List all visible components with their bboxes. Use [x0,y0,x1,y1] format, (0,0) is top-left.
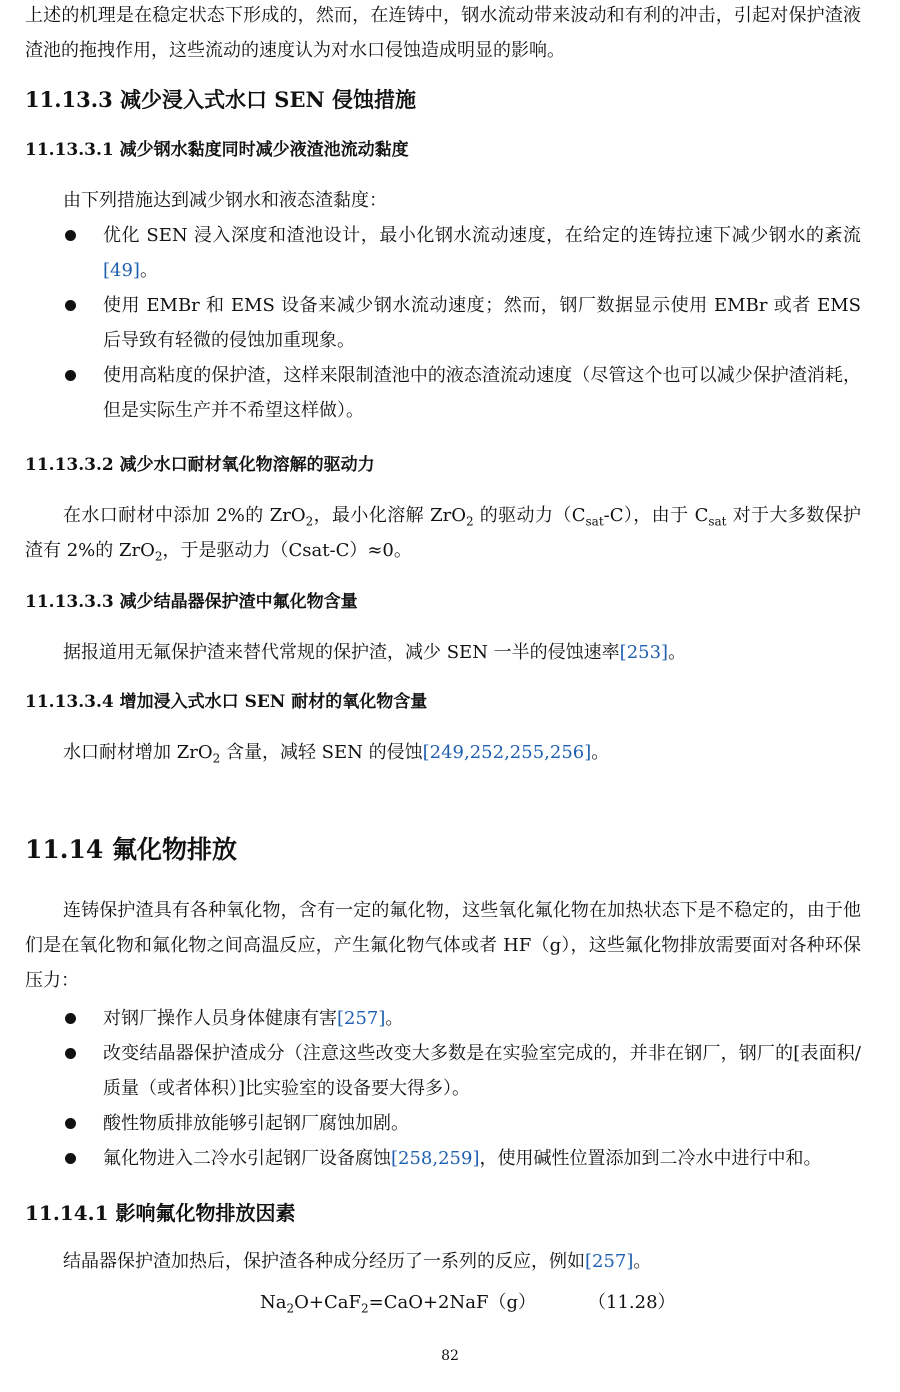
citation-link[interactable]: [253] [619,642,669,663]
bullet-icon [65,230,76,241]
page-number: 82 [441,1348,459,1364]
section-heading-11-13-3-1: 11.13.3.1 减少钢水黏度同时减少液渣池流动黏度 [25,140,409,160]
bullet-list-viscosity [25,218,861,428]
citation-link[interactable]: [257] [337,1008,386,1029]
section-heading-11-13-3: 11.13.3 减少浸入式水口 SEN 侵蚀措施 [25,87,416,112]
equation-11-28 [260,1288,680,1318]
section-heading-11-13-3-2: 11.13.3.2 减少水口耐材氧化物溶解的驱动力 [25,455,375,475]
paragraph-zro2: 在水口耐材中添加 2%的 ZrO$_2$，最小化溶解 ZrO$_2$ 的驱动力$(C_{sat}-C)$，由于 $C_{sat}$ 对于大多数保护渣有 2%的 ZrO$_2$，于是驱动力（Csat-C）≈0。 [25,505,861,564]
paragraph-fluoride-emission: 连铸保护渣具有各种氧化物，含有一定的氟化物，这些氧化氟化物在加热状态下是不稳定的，由于他们是在氧化物和氟化物之间高温反应，产生氟化物气体或者 HF（g），这些氟化物排放需要面对各种环保压力： [25,900,861,991]
list-item: 优化 SEN 浸入深度和渣池设计，最小化钢水流动速度，在给定的连铸拉速下减少钢水的紊流[49]。 [25,218,861,288]
section-heading-11-14-1: 11.14.1 影响氟化物排放因素 [25,1201,296,1225]
list-item: 改变结晶器保护渣成分（注意这些改变大多数是在实验室完成的，并非在钢厂，钢厂的[表面积/质量（或者体积）]比实验室的设备要大得多）。 [25,1036,861,1106]
equation-number: （11.28） [588,1292,676,1313]
intro-paragraph: 上述的机理是在稳定状态下形成的，然而，在连铸中，钢水流动带来波动和有利的冲击，引起对保护渣液渣池的拖拽作用，这些流动的速度认为对水口侵蚀造成明显的影响。 [25,5,861,61]
bullet-icon [65,370,76,381]
section-heading-11-14: 11.14 氟化物排放 [25,835,237,864]
list-item: 氟化物进入二冷水引起钢厂设备腐蚀[258,259]，使用碱性位置添加到二冷水中进行中和。 [25,1141,861,1176]
list-item: 使用高粘度的保护渣，这样来限制渣池中的液态渣流动速度（尽管这个也可以减少保护渣消耗，但是实际生产并不希望这样做）。 [25,358,861,428]
bullet-icon [65,1013,76,1024]
citation-link[interactable]: [257] [585,1251,634,1272]
bullet-icon [65,300,76,311]
paragraph-fluoride-free: 据报道用无氟保护渣来替代常规的保护渣，减少 SEN 一半的侵蚀速率[253]。 [63,642,687,663]
paragraph-reactions: 结晶器保护渣加热后，保护渣各种成分经历了一系列的反应，例如[257]。 [63,1251,652,1272]
citation-link[interactable]: [249,252,255,256] [422,742,592,763]
bullet-icon [65,1153,76,1164]
citation-link[interactable]: [49] [103,260,140,281]
bullet-icon [65,1118,76,1129]
section-heading-11-13-3-3: 11.13.3.3 减少结晶器保护渣中氟化物含量 [25,592,358,612]
paragraph-viscosity-intro: 由下列措施达到减少钢水和液态渣黏度： [63,190,387,211]
equation-body: $Na_2O+CaF_2=CaO+2NaF(g)$ [260,1292,536,1316]
section-heading-11-13-3-4: 11.13.3.4 增加浸入式水口 SEN 耐材的氧化物含量 [25,692,428,712]
list-item: 酸性物质排放能够引起钢厂腐蚀加剧。 [25,1106,861,1141]
list-item: 对钢厂操作人员身体健康有害[257]。 [25,1001,861,1036]
paragraph-zro2-content: 水口耐材增加 ZrO$_2$ 含量，减轻 SEN 的侵蚀[249,252,255,256]。 [63,742,610,766]
citation-link[interactable]: [258,259] [391,1148,480,1169]
list-item: 使用 EMBr 和 EMS 设备来减少钢水流动速度；然而，钢厂数据显示使用 EMBr 或者 EMS 后导致有轻微的侵蚀加重现象。 [25,288,861,358]
bullet-icon [65,1048,76,1059]
bullet-list-emission [25,1001,861,1176]
